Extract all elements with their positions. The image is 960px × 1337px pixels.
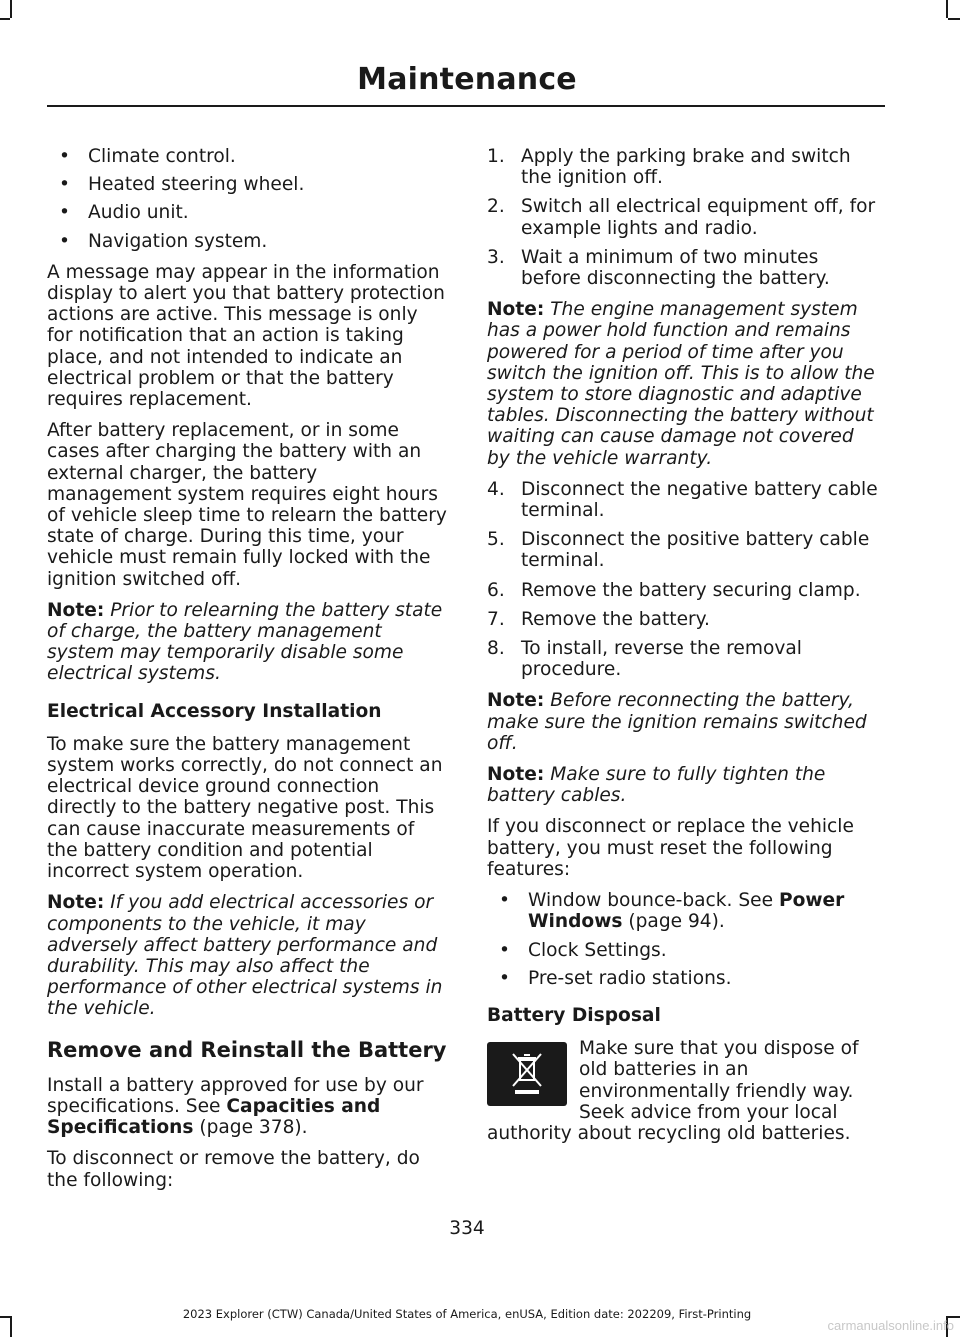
list-item: • Heated steering wheel. (47, 174, 447, 195)
paragraph: If you disconnect or replace the vehicle battery, you must reset the following features: (487, 816, 854, 880)
page-number: 334 (449, 1218, 485, 1239)
paragraph: To disconnect or remove the battery, do the following: (47, 1148, 420, 1191)
cross-reference-link[interactable]: Capacities and Specifications (47, 1095, 381, 1139)
note-label: Note: (47, 892, 105, 914)
crop-mark (10, 0, 12, 18)
note (487, 690, 880, 754)
paragraph: A message may appear in the information display to alert you that battery protection actions are active. This message is only for notification that an action is taking place, and not intended to indicate an electrical problem or that the battery requires replacement. (47, 261, 445, 411)
step-item: 4. Disconnect the negative battery cable terminal. (487, 478, 878, 522)
edition-footer: 2023 Explorer (CTW) Canada/United States of America, enUSA, Edition date: 202209, First-Printing (182, 1307, 752, 1321)
note-label: Note: (487, 299, 545, 321)
cross-reference-link[interactable]: Power Windows (528, 890, 845, 933)
step-list (487, 146, 880, 289)
step-item: 3. Wait a minimum of two minutes before disconnecting the battery. (487, 246, 830, 290)
section-heading: Remove and Reinstall the Battery (47, 1037, 447, 1062)
note-label: Note: (487, 764, 545, 786)
list-item: • Navigation system. (47, 231, 447, 252)
paragraph: Make sure that you dispose of old batteries in an environmentally friendly way. Seek advice from your local authority about recycling old batteries. (487, 1038, 859, 1144)
step-item: 1. Apply the parking brake and switch the ignition off. (487, 146, 851, 189)
step-item: 2. Switch all electrical equipment off, for example lights and radio. (487, 196, 876, 239)
paragraph: To make sure the battery management system works correctly, do not connect an electrical device ground connection directly to the battery negative post. This can cause inaccurate measurements of the battery condition and potential incorrect system operation. (47, 733, 443, 883)
note-text: Before reconnecting the battery, make sure the ignition remains switched off. (487, 690, 867, 754)
watermark: carmanualsonline.info (827, 1318, 954, 1333)
battery-disposal-block (487, 1038, 880, 1144)
note (47, 600, 447, 685)
crossed-out-bin-icon (487, 1042, 567, 1106)
crop-mark (0, 18, 10, 20)
note-text: If you add electrical accessories or components to the vehicle, it may adversely affect battery performance and durability. This may also affect the performance of other electrical systems in the vehicle. (47, 892, 443, 1020)
subheading: Electrical Accessory Installation (47, 700, 382, 722)
crop-mark (946, 0, 948, 18)
feature-list (47, 146, 447, 252)
note-text: The engine management system has a power hold function and remains powered for a period of time after you switch the ignition off. This is to allow the system to store diagnostic and adaptive tables. Disconnecting the battery without waiting can cause damage not covered by the vehicle warranty. (487, 299, 875, 469)
note (487, 299, 880, 469)
list-item: • Pre-set radio stations. (487, 968, 880, 989)
subheading: Battery Disposal (487, 1004, 661, 1026)
list-item: • Audio unit. (47, 202, 447, 223)
note (487, 764, 880, 806)
header-rule (47, 105, 885, 107)
step-list (487, 479, 880, 681)
note (47, 892, 447, 1019)
note-text: Make sure to fully tighten the battery cables. (487, 764, 826, 807)
step-item: 6. Remove the battery securing clamp. (487, 579, 861, 601)
reset-feature-list (487, 890, 880, 989)
list-item: • Climate control. (47, 146, 447, 167)
list-item: • Window bounce-back. See Power Windows (page 94). (487, 890, 880, 932)
crop-mark (948, 18, 960, 20)
page-title: Maintenance (357, 62, 577, 97)
paragraph: After battery replacement, or in some cases after charging the battery with an external charger, the battery management system requires eight hours of vehicle sleep time to relearn the battery state of charge. During this time, your vehicle must remain fully locked with the ignition switched off. (47, 420, 447, 590)
step-item: 8. To install, reverse the removal procedure. (487, 638, 802, 681)
list-item: • Clock Settings. (487, 940, 880, 961)
left-column (47, 146, 447, 1201)
note-label: Note: (47, 599, 105, 621)
paragraph: Install a battery approved for use by our specifications. See Capacities and Specifications (page 378). (47, 1074, 424, 1139)
note-text: Prior to relearning the battery state of charge, the battery management system may temporarily disable some electrical systems. (47, 599, 443, 685)
right-column (487, 146, 880, 1154)
step-item: 7. Remove the battery. (487, 608, 710, 630)
note-label: Note: (487, 690, 545, 712)
step-item: 5. Disconnect the positive battery cable terminal. (487, 529, 870, 572)
